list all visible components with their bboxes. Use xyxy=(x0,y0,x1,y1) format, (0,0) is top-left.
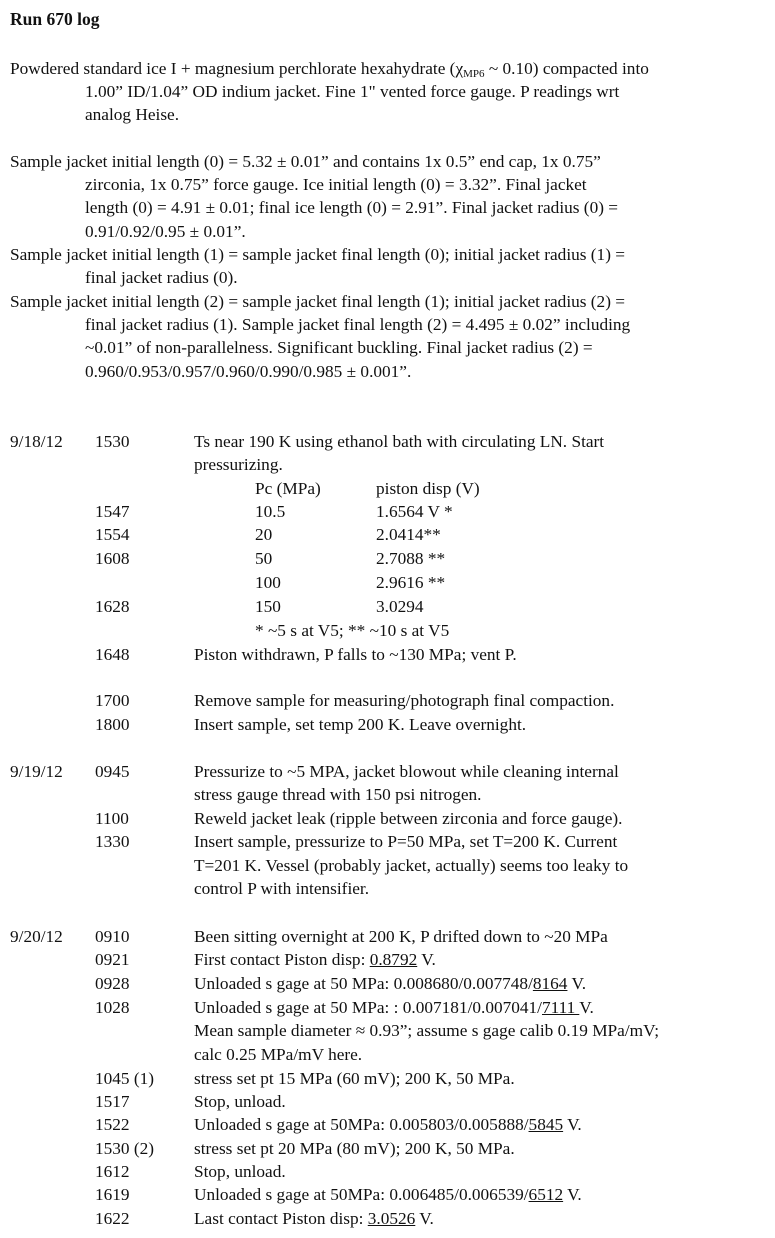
table-cell-pc: 150 xyxy=(255,597,281,616)
entry-time: 1100 xyxy=(95,809,129,828)
entry-note: Been sitting overnight at 200 K, P drifted down to ~20 MPa xyxy=(194,927,608,946)
intro-paragraph xyxy=(10,57,762,127)
entry-time: 1530 (2) xyxy=(95,1139,155,1158)
jacket-note-2: Sample jacket initial length (2) = sample jacket final length (1); initial jacket radius (2) = final jacket radius (1). Sample jacket final length (2) = 4.495 ± 0.02” including ~0.01” of non-parallelness. Significant buckling. Final jacket radius (2) = 0.960/0.953/0.957/0.960/0.990/0.985 ± 0.001”. xyxy=(10,292,631,381)
entry-note: Piston withdrawn, P falls to ~130 MPa; vent P. xyxy=(194,645,517,664)
entry-note: Stop, unload. xyxy=(194,1092,286,1111)
entry-note: Reweld jacket leak (ripple between zirconia and force gauge). xyxy=(194,809,623,828)
jacket-note-1: Sample jacket initial length (1) = sample jacket final length (0); initial jacket radius (1) = final jacket radius (0). xyxy=(10,245,626,288)
entry-note: Remove sample for measuring/photograph final compaction. xyxy=(194,691,615,710)
entry-note: stress set pt 15 MPa (60 mV); 200 K, 50 MPa. xyxy=(194,1069,515,1088)
page-title: Run 670 log xyxy=(10,9,100,29)
entry-note: control P with intensifier. xyxy=(194,879,370,898)
entry-note: pressurizing. xyxy=(194,455,283,474)
jacket-note-0: Sample jacket initial length (0) = 5.32 ± 0.01” and contains 1x 0.5” end cap, 1x 0.75” zirconia, 1x 0.75” force gauge. Ice initial length (0) = 3.32”. Final jacket length (0) = 4.91 ± 0.01; final ice length (0) = 2.91”. Final jacket radius (0) = 0.91/0.92/0.95 ± 0.01”. xyxy=(10,152,619,241)
entry-time: 1612 xyxy=(95,1162,130,1181)
entry-time: 1330 xyxy=(95,832,130,851)
entry-time: 1028 xyxy=(95,998,130,1017)
entry-note: Mean sample diameter ≈ 0.93”; assume s gage calib 0.19 MPa/mV; xyxy=(194,1021,660,1040)
entry-time: 1619 xyxy=(95,1185,130,1204)
entry-time: 0928 xyxy=(95,974,130,993)
table-cell-pv: 3.0294 xyxy=(376,597,424,616)
intro-line-1: Powdered standard ice I + magnesium perchlorate hexahydrate ($\chi_{MP6}$ ~ 0.10) compacted into xyxy=(10,59,649,80)
entry-time: 1622 xyxy=(95,1209,130,1228)
table-footnote: * ~5 s at V5; ** ~10 s at V5 xyxy=(255,621,450,640)
table-row-time: 1554 xyxy=(95,525,130,544)
entry-time: 1648 xyxy=(95,645,130,664)
entry-date: 9/20/12 xyxy=(10,927,63,946)
entry-note: Unloaded s gage at 50MPa: 0.006485/0.006539/6512 V. xyxy=(194,1185,582,1204)
table-cell-pc: 100 xyxy=(255,573,281,592)
table-row-time: 1547 xyxy=(95,502,130,521)
table-cell-pv: 2.0414** xyxy=(376,525,441,544)
entry-time: 1530 xyxy=(95,432,130,451)
entry-note: Unloaded s gage at 50 MPa: : 0.007181/0.007041/7111 V. xyxy=(194,998,594,1017)
entry-note: Last contact Piston disp: 3.0526 V. xyxy=(194,1209,434,1228)
entry-time: 0921 xyxy=(95,950,130,969)
table-cell-pv: 1.6564 V * xyxy=(376,502,453,521)
entry-time: 1522 xyxy=(95,1115,130,1134)
table-cell-pc: 50 xyxy=(255,549,273,568)
entry-note: Pressurize to ~5 MPA, jacket blowout while cleaning internal xyxy=(194,762,619,781)
intro-line-2: 1.00” ID/1.04” OD indium jacket. Fine 1" vented force gauge. P readings wrt xyxy=(85,82,620,102)
pressure-column-header: Pc (MPa) xyxy=(255,479,321,498)
entry-note: Insert sample, pressurize to P=50 MPa, set T=200 K. Current xyxy=(194,832,618,851)
entry-note: Unloaded s gage at 50 MPa: 0.008680/0.007748/8164 V. xyxy=(194,974,587,993)
entry-time: 1700 xyxy=(95,691,130,710)
entry-time: 0945 xyxy=(95,762,130,781)
entry-note: calc 0.25 MPa/mV here. xyxy=(194,1045,363,1064)
entry-note: Unloaded s gage at 50MPa: 0.005803/0.005888/5845 V. xyxy=(194,1115,582,1134)
table-row-time: 1628 xyxy=(95,597,130,616)
table-cell-pv: 2.9616 ** xyxy=(376,573,446,592)
entry-time: 1800 xyxy=(95,715,130,734)
entry-time: 1045 (1) xyxy=(95,1069,155,1088)
entry-note: stress gauge thread with 150 psi nitrogen. xyxy=(194,785,482,804)
entry-note: Ts near 190 K using ethanol bath with circulating LN. Start xyxy=(194,432,605,451)
entry-note: stress set pt 20 MPa (80 mV); 200 K, 50 MPa. xyxy=(194,1139,515,1158)
table-row-time: 1608 xyxy=(95,549,130,568)
entry-time: 0910 xyxy=(95,927,130,946)
entry-note: Stop, unload. xyxy=(194,1162,286,1181)
entry-note: T=201 K. Vessel (probably jacket, actually) seems too leaky to xyxy=(194,856,629,875)
table-cell-pc: 10.5 xyxy=(255,502,286,521)
entry-date: 9/18/12 xyxy=(10,432,63,451)
entry-note: Insert sample, set temp 200 K. Leave overnight. xyxy=(194,715,527,734)
entry-time: 1517 xyxy=(95,1092,130,1111)
displacement-column-header: piston disp (V) xyxy=(376,479,480,498)
table-cell-pc: 20 xyxy=(255,525,273,544)
entry-date: 9/19/12 xyxy=(10,762,63,781)
entry-note: First contact Piston disp: 0.8792 V. xyxy=(194,950,436,969)
table-cell-pv: 2.7088 ** xyxy=(376,549,446,568)
intro-line-3: analog Heise. xyxy=(85,105,180,125)
